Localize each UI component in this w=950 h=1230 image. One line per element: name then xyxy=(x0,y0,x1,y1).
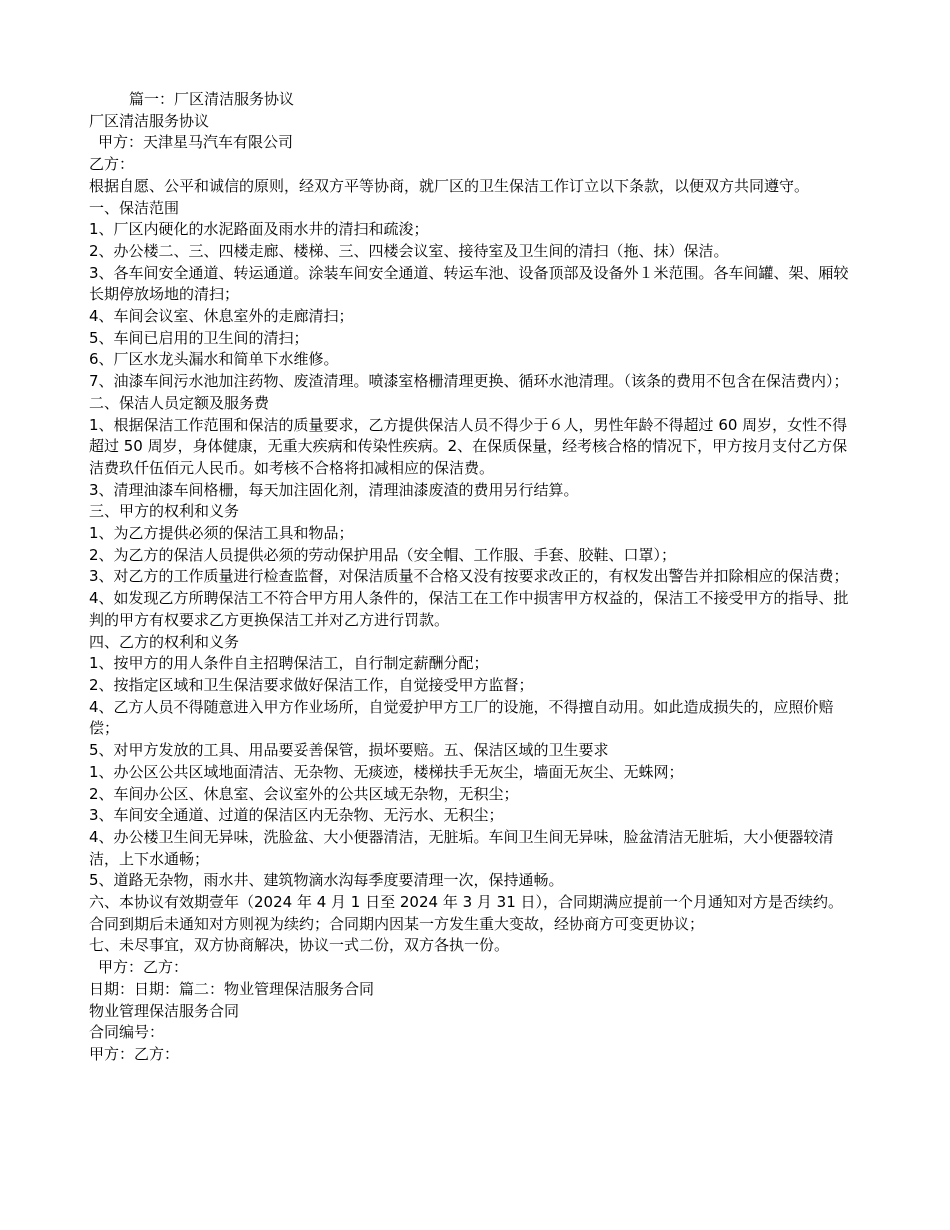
section-title-part1: 篇一：厂区清洁服务协议 xyxy=(129,90,295,108)
scope-item-7: 7、油漆车间污水池加注药物、废渣清理。喷漆室格栅清理更换、循环水池清理。（该条的费用不包含在保洁费内）； xyxy=(89,372,849,391)
party-b-item-2: 2、按指定区域和卫生保洁要求做好保洁工作，自觉接受甲方监督； xyxy=(89,675,534,694)
hygiene-item-5: 5、道路无杂物，雨水井、建筑物滴水沟每季度要清理一次，保持通畅。 xyxy=(89,871,564,890)
heading-staffing: 二、保洁人员定额及服务费 xyxy=(89,393,270,412)
contract-parties-2: 甲方：乙方： xyxy=(89,1044,180,1063)
signature-dates: 日期：日期：篇二：物业管理保洁服务合同 xyxy=(89,979,375,998)
scope-item-4: 4、车间会议室、休息室外的走廊清扫； xyxy=(89,307,354,326)
party-b-line: 乙方： xyxy=(89,155,135,174)
heading-party-a-rights: 三、甲方的权利和义务 xyxy=(89,502,240,521)
misc-clause: 七、未尽事宜，双方协商解决，协议一式二份，双方各执一份。 xyxy=(89,936,510,955)
term-clause: 六、本协议有效期壹年（2024 年 4 月 1 日至 2024 年 3 月 31 日），合同期满应提前一个月通知对方是否续约。合同到期后未通知对方则视为续约；合同期内因某一方发生重大变故，经协商方可变更协议； xyxy=(89,893,844,933)
hygiene-item-4: 4、办公楼卫生间无异味，洗脸盆、大小便器清洁，无脏垢。车间卫生间无异味，脸盆清洁无脏垢，大小便器较清洁，上下水通畅； xyxy=(89,827,834,868)
heading-party-b-rights: 四、乙方的权利和义务 xyxy=(89,632,240,651)
party-a-item-4: 4、如发现乙方所聘保洁工不符合甲方用人条件的，保洁工在工作中损害甲方权益的，保洁工不接受甲方的指导、批判的甲方有权要求乙方更换保洁工并对乙方进行罚款。 xyxy=(89,589,849,629)
party-a-item-2: 2、为乙方的保洁人员提供必须的劳动保护用品（安全帽、工作服、手套、胶鞋、口罩）； xyxy=(89,545,677,564)
party-a-item-1: 1、为乙方提供必须的保洁工具和物品； xyxy=(89,524,354,543)
preamble: 根据自愿、公平和诚信的原则，经双方平等协商，就厂区的卫生保洁工作订立以下条款，以便双方共同遵守。 xyxy=(89,176,810,195)
party-b-item-5: 5、对甲方发放的工具、用品要妥善保管，损坏要赔。五、保洁区域的卫生要求 xyxy=(89,741,609,760)
scope-item-2: 2、办公楼二、三、四楼走廊、楼梯、三、四楼会议室、接待室及卫生间的清扫（拖、抹）保洁。 xyxy=(89,241,729,260)
contract-number-label: 合同编号： xyxy=(89,1023,165,1042)
scope-item-5: 5、车间已启用的卫生间的清扫； xyxy=(89,328,309,347)
staffing-item-3: 3、清理油漆车间格栅，每天加注固化剂，清理油漆废渣的费用另行结算。 xyxy=(89,480,579,499)
scope-item-3: 3、各车间安全通道、转运通道。涂装车间安全通道、转运车池、设备顶部及设备外１米范围。各车间罐、架、厢较长期停放场地的清扫； xyxy=(89,263,849,304)
signature-parties: 甲方：乙方： xyxy=(98,958,189,977)
heading-scope: 一、保洁范围 xyxy=(89,198,180,217)
staffing-item-1: 1、根据保洁工作范围和保洁的质量要求，乙方提供保洁人员不得少于６人，男性年龄不得超过 60 周岁，女性不得超过 50 周岁，身体健康，无重大疾病和传染性疾病。2、在保质保量，经考核合格的情况下，甲方按月支付乙方保洁费玖仟伍佰元人民币。如考核不合格将扣减相应的保洁费。 xyxy=(89,415,848,477)
party-a-line: 甲方：天津星马汽车有限公司 xyxy=(98,133,294,152)
scope-item-1: 1、厂区内硬化的水泥路面及雨水井的清扫和疏浚； xyxy=(89,220,429,239)
hygiene-item-3: 3、车间安全通道、过道的保洁区内无杂物、无污水、无积尘； xyxy=(89,806,504,825)
contract-title-2: 物业管理保洁服务合同 xyxy=(89,1001,240,1020)
party-b-item-1: 1、按甲方的用人条件自主招聘保洁工，自行制定薪酬分配； xyxy=(89,654,489,673)
agreement-title: 厂区清洁服务协议 xyxy=(89,111,210,130)
party-a-item-3: 3、对乙方的工作质量进行检查监督，对保洁质量不合格又没有按要求改正的，有权发出警告并扣除相应的保洁费； xyxy=(89,567,849,586)
scope-item-6: 6、厂区水龙头漏水和简单下水维修。 xyxy=(89,350,339,369)
hygiene-item-1: 1、办公区公共区域地面清洁、无杂物、无痰迹，楼梯扶手无灰尘，墙面无灰尘、无蛛网； xyxy=(89,762,684,781)
hygiene-item-2: 2、车间办公区、休息室、会议室外的公共区域无杂物，无积尘； xyxy=(89,784,519,803)
party-b-item-4: 4、乙方人员不得随意进入甲方作业场所，自觉爱护甲方工厂的设施，不得擅自动用。如此造成损失的，应照价赔偿； xyxy=(89,697,834,738)
